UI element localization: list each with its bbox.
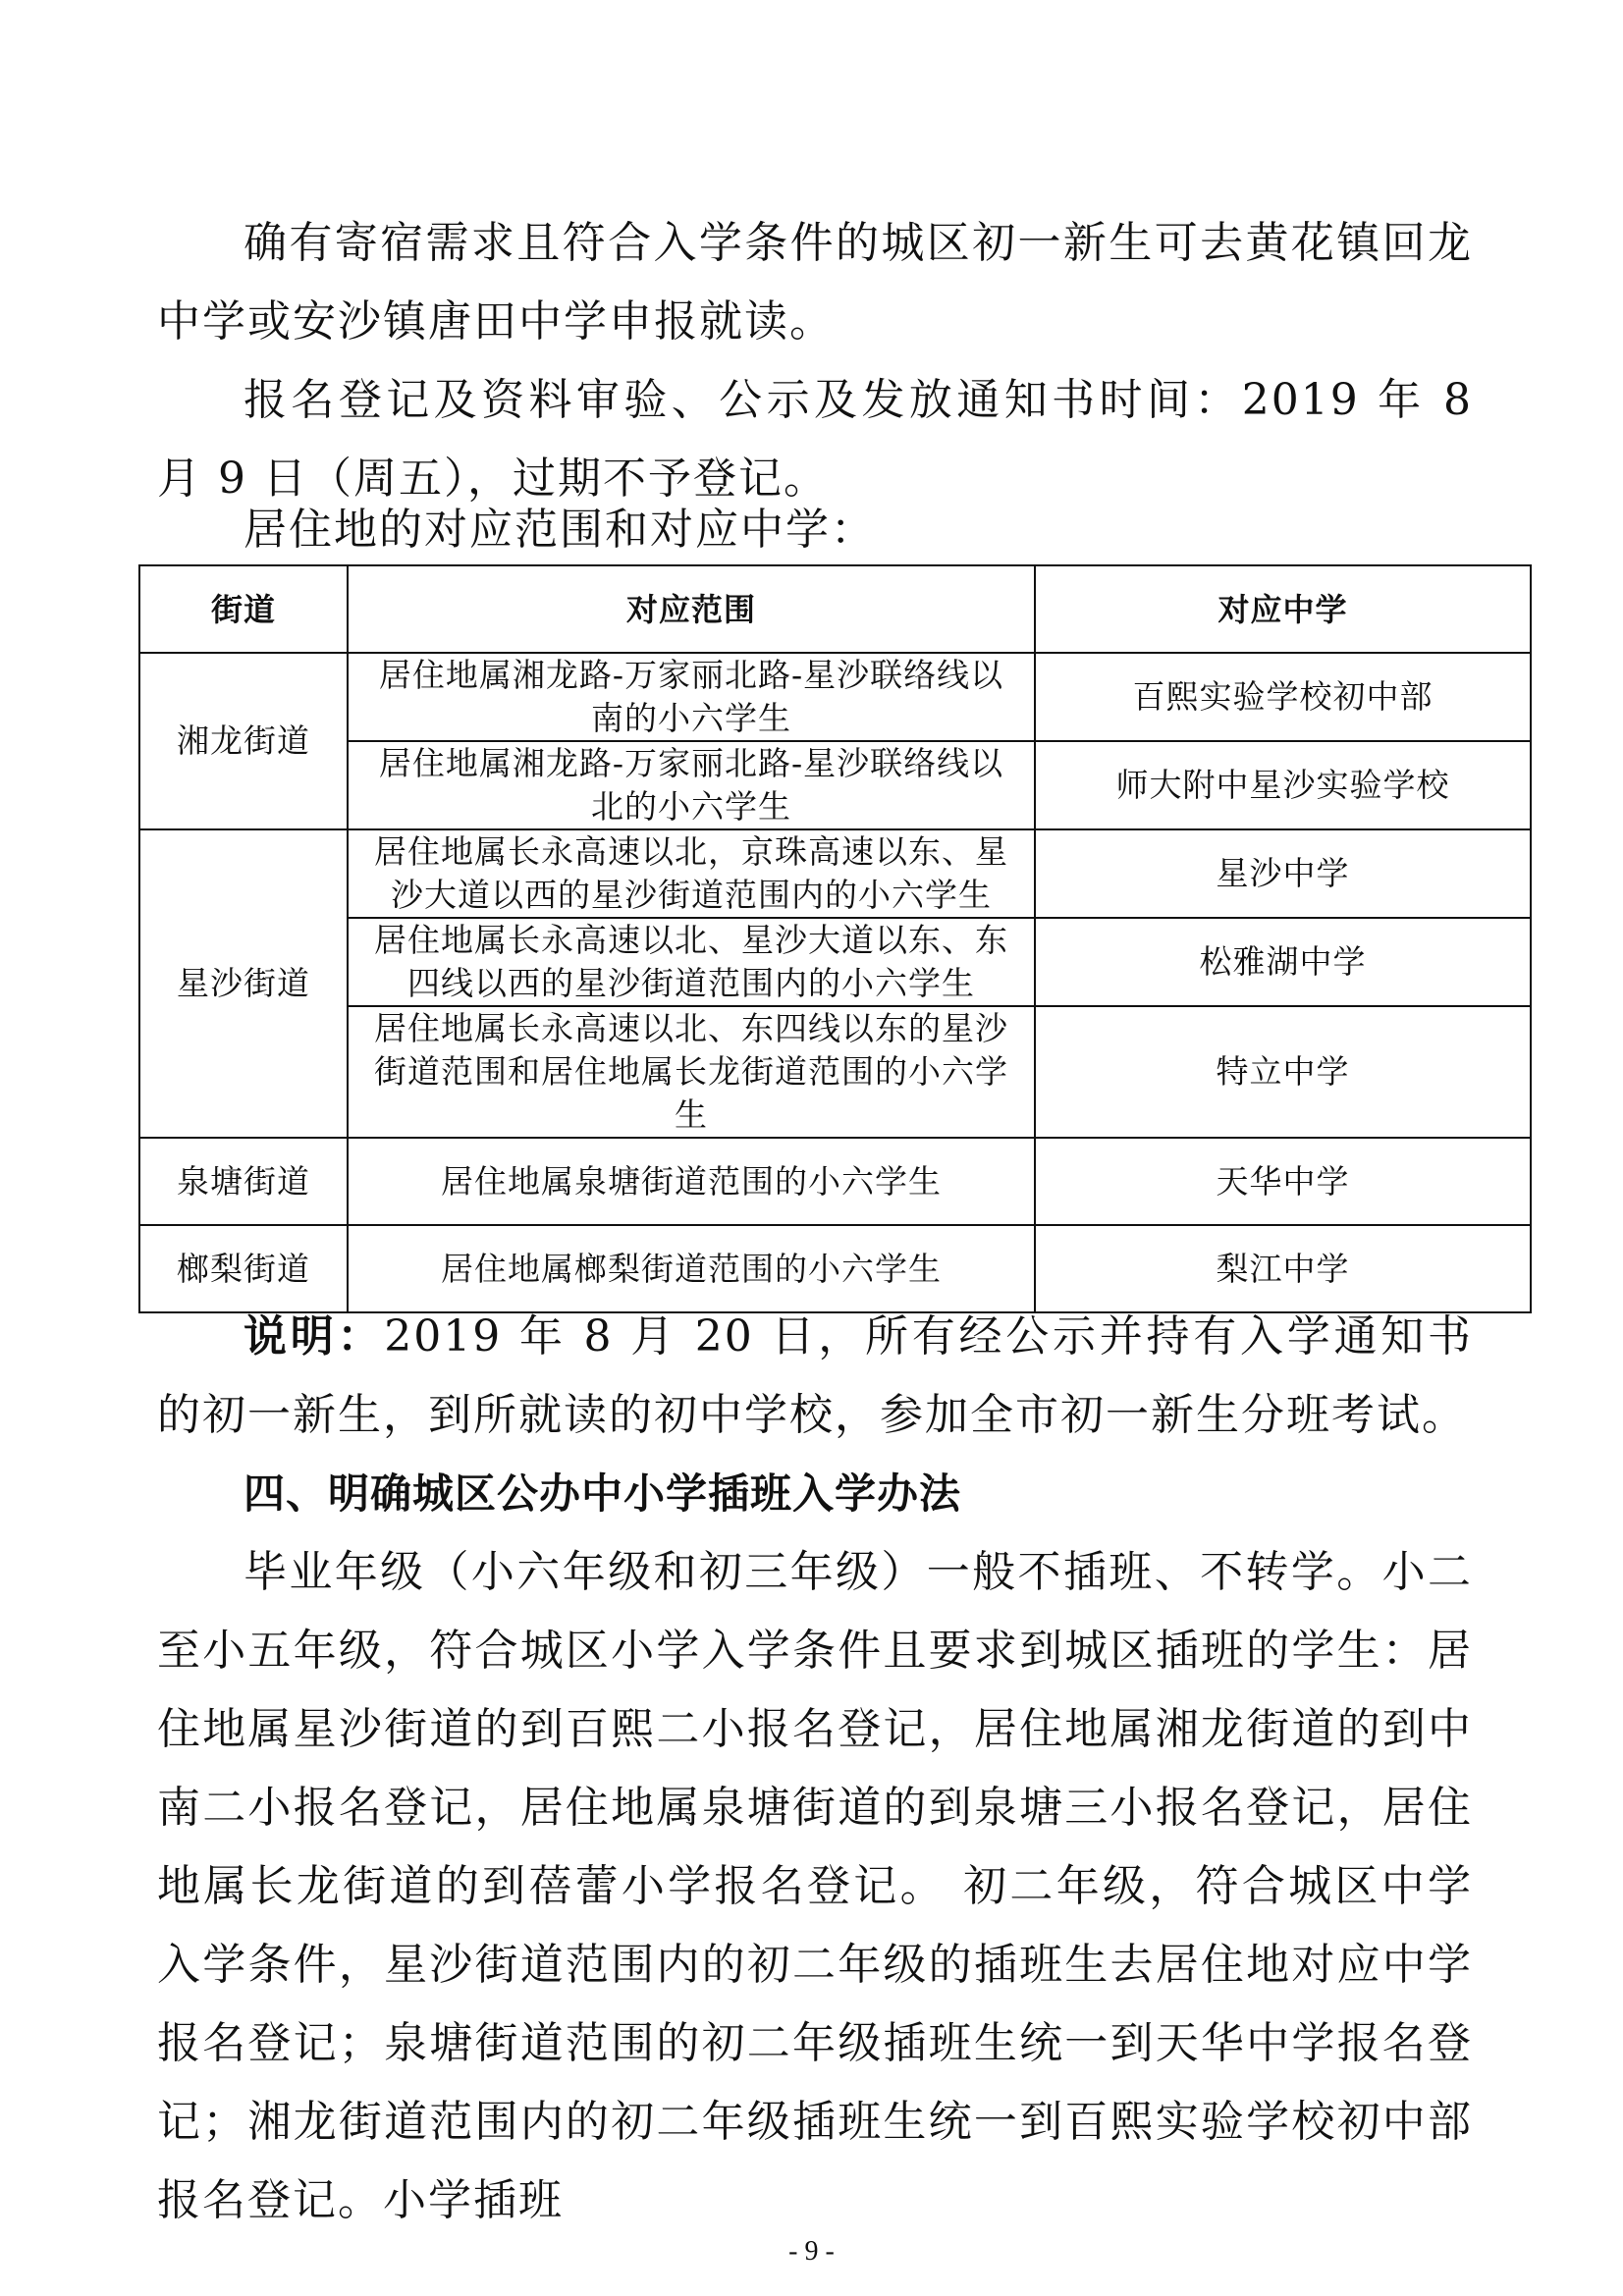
note-text: 2019 年 8 月 20 日，所有经公示并持有入学通知书的初一新生，到所就读的初中学校，参加全市初一新生分班考试。 — [157, 1311, 1474, 1440]
school-cell: 天华中学 — [1035, 1138, 1531, 1225]
school-cell: 星沙中学 — [1035, 829, 1531, 918]
table-row — [139, 1138, 1531, 1225]
table-row — [139, 1006, 1531, 1138]
table-row — [139, 741, 1531, 829]
range-cell: 居住地属泉塘街道范围的小六学生 — [348, 1138, 1035, 1225]
school-cell: 松雅湖中学 — [1035, 918, 1531, 1006]
table-row — [139, 829, 1531, 918]
range-cell: 居住地属长永高速以北、东四线以东的星沙街道范围和居住地属长龙街道范围的小六学生 — [348, 1006, 1035, 1138]
residence-school-table — [138, 564, 1532, 1313]
street-cell: 湘龙街道 — [139, 653, 348, 829]
table-row — [139, 918, 1531, 1006]
range-cell: 居住地属长永高速以北、星沙大道以东、东四线以西的星沙街道范围内的小六学生 — [348, 918, 1035, 1006]
paragraph-registration-time: 报名登记及资料审验、公示及发放通知书时间：2019 年 8 月 9 日（周五），过期不予登记。 — [157, 375, 1473, 504]
section-body: 毕业年级（小六年级和初三年级）一般不插班、不转学。小二至小五年级，符合城区小学入学条件且要求到城区插班的学生：居住地属星沙街道的到百熙二小报名登记，居住地属湘龙街道的到中南二小报名登记，居住地属泉塘街道的到泉塘三小报名登记，居住地属长龙街道的到蓓蕾小学报名登记。 初二年级，符合城区中学入学条件，星沙街道范围内的初二年级的插班生去居住地对应中学报名登记；泉塘街道范围的初二年级插班生统一到天华中学报名登记；湘龙街道范围内的初二年级插班生统一到百熙实验学校初中部报名登记。小学插班 — [157, 1547, 1473, 2225]
header-range: 对应范围 — [348, 565, 1035, 653]
range-cell: 居住地属长永高速以北，京珠高速以东、星沙大道以西的星沙街道范围内的小六学生 — [348, 829, 1035, 918]
table-header-row — [139, 565, 1531, 653]
street-cell: 泉塘街道 — [139, 1138, 348, 1225]
range-cell: 居住地属湘龙路-万家丽北路-星沙联络线以北的小六学生 — [348, 741, 1035, 829]
table-row — [139, 653, 1531, 741]
section-heading: 四、明确城区公办中小学插班入学办法 — [243, 1469, 962, 1518]
note-label: 说明： — [243, 1311, 385, 1362]
street-cell: 榔梨街道 — [139, 1225, 348, 1312]
paragraph-table-intro: 居住地的对应范围和对应中学： — [243, 505, 876, 555]
school-cell: 百熙实验学校初中部 — [1035, 653, 1531, 741]
page-number: - 9 - — [788, 2236, 835, 2267]
note-paragraph — [157, 1298, 1473, 1455]
school-cell: 梨江中学 — [1035, 1225, 1531, 1312]
range-cell: 居住地属湘龙路-万家丽北路-星沙联络线以南的小六学生 — [348, 653, 1035, 741]
header-street: 街道 — [139, 565, 348, 653]
header-school: 对应中学 — [1035, 565, 1531, 653]
street-cell: 星沙街道 — [139, 829, 348, 1138]
school-cell: 师大附中星沙实验学校 — [1035, 741, 1531, 829]
range-cell: 居住地属榔梨街道范围的小六学生 — [348, 1225, 1035, 1312]
paragraph-boarding: 确有寄宿需求且符合入学条件的城区初一新生可去黄花镇回龙中学或安沙镇唐田中学申报就读。 — [157, 218, 1473, 347]
school-cell: 特立中学 — [1035, 1006, 1531, 1138]
